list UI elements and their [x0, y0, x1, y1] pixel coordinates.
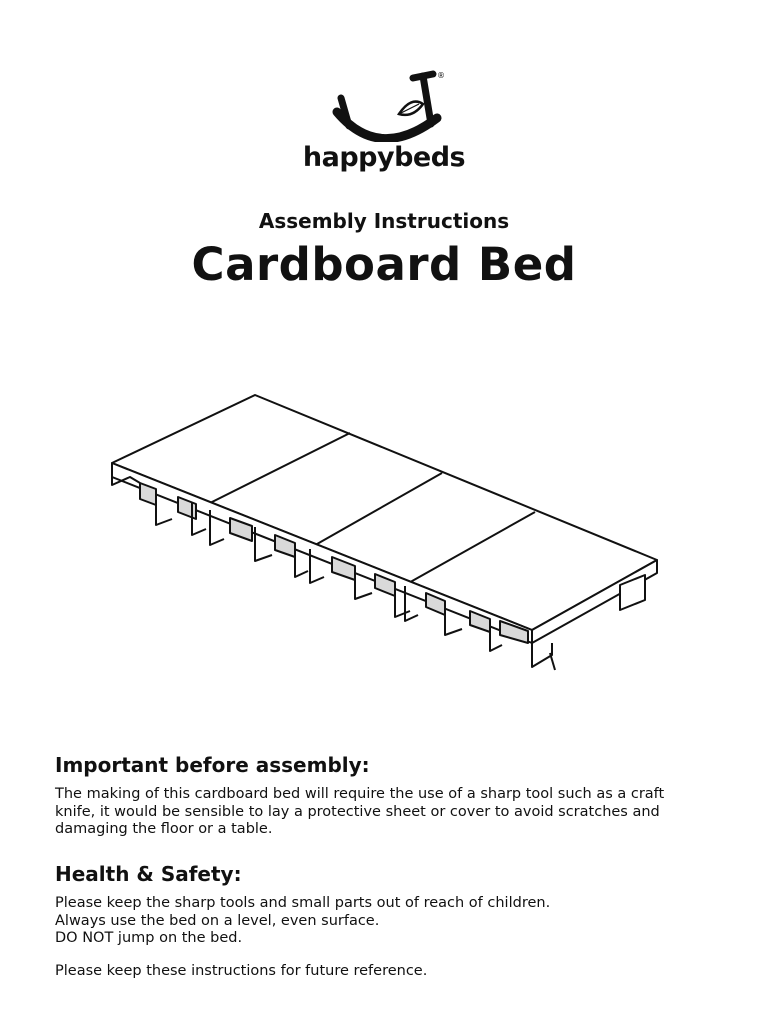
important-line: The making of this cardboard bed will require the use of a sharp tool such as a craft	[55, 786, 665, 802]
brand-logo	[0, 66, 768, 142]
important-line: damaging the floor or a table.	[55, 821, 273, 837]
important-paragraph	[55, 786, 715, 839]
important-line: knife, it would be sensible to lay a protective sheet or cover to avoid scratches and	[55, 803, 660, 820]
health-safety-paragraph	[55, 895, 715, 948]
page-title: Cardboard Bed	[191, 238, 577, 291]
brand-name: happybeds	[302, 142, 466, 173]
page-subtitle: Assembly Instructions	[258, 209, 510, 233]
important-heading: Important before assembly:	[55, 753, 370, 777]
health-line: DO NOT jump on the bed.	[55, 930, 243, 946]
health-safety-heading: Health & Safety:	[55, 862, 242, 886]
registered-mark: ®	[437, 71, 445, 80]
hammock-smile-logo-icon	[319, 66, 449, 142]
keep-instructions-note: Please keep these instructions for future reference.	[55, 963, 428, 979]
cardboard-bed-diagram-icon	[100, 385, 670, 680]
health-line: Always use the bed on a level, even surface.	[55, 912, 380, 929]
health-line: Please keep the sharp tools and small parts out of reach of children.	[55, 895, 551, 911]
